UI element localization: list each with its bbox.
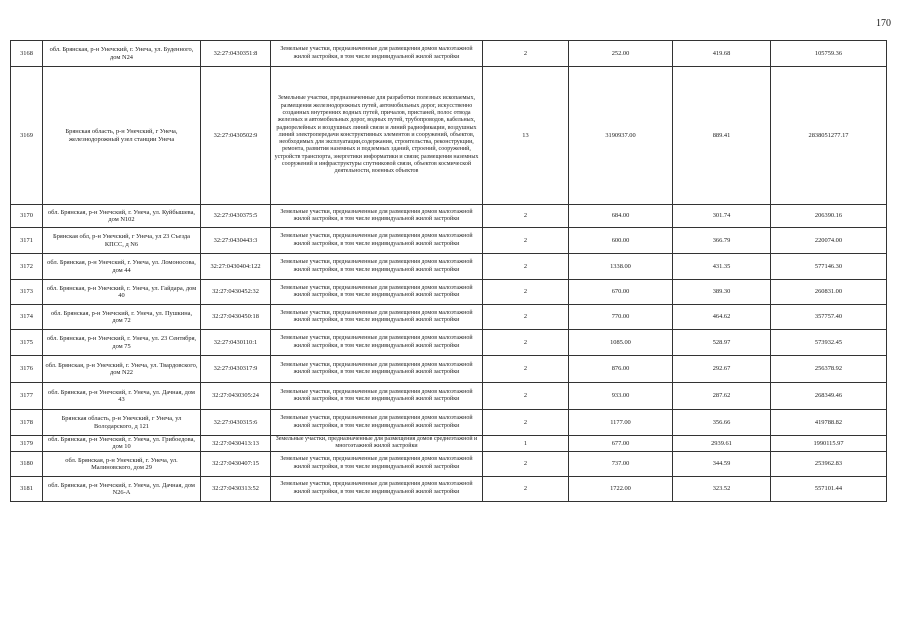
row-number: 3174 xyxy=(11,305,43,330)
table-row xyxy=(11,476,887,501)
cadastral-value-cell: 419788.82 xyxy=(771,410,887,436)
table-row xyxy=(11,356,887,383)
land-use-purpose-cell: Земельные участки, предназначенные для размещения домов малоэтажной жилой застройки, в том числе индивидуальной жилой застройки xyxy=(271,476,483,501)
specific-value-cell: 301.74 xyxy=(673,205,771,228)
cadastral-value-cell: 357757.40 xyxy=(771,305,887,330)
cadastral-number-cell: 32:27:0430317:9 xyxy=(201,356,271,383)
cadastral-number-cell: 32:27:0430443:3 xyxy=(201,228,271,254)
page-number: 170 xyxy=(876,18,891,29)
row-number: 3179 xyxy=(11,436,43,452)
cadastral-value-cell: 105759.36 xyxy=(771,41,887,67)
table-row xyxy=(11,410,887,436)
address-cell: обл. Брянская, р-н Унечский, г. Унеча, ул. Дачная, дом N26-А xyxy=(43,476,201,501)
row-number: 3177 xyxy=(11,383,43,410)
row-number: 3172 xyxy=(11,254,43,280)
specific-value-cell: 464.62 xyxy=(673,305,771,330)
cadastral-value-cell: 206390.16 xyxy=(771,205,887,228)
address-cell: обл. Брянская, р-н Унечский, г. Унеча, ул. Ломоносова, дом 44 xyxy=(43,254,201,280)
table-row xyxy=(11,280,887,305)
group-cell: 2 xyxy=(483,254,569,280)
row-number: 3169 xyxy=(11,67,43,205)
cadastral-value-cell: 2838051277.17 xyxy=(771,67,887,205)
table-row xyxy=(11,383,887,410)
cadastral-number-cell: 32:27:0430110:1 xyxy=(201,330,271,356)
land-use-purpose-cell: Земельные участки, предназначенные для размещения домов малоэтажной жилой застройки, в том числе индивидуальной жилой застройки xyxy=(271,280,483,305)
cadastral-value-cell: 557101.44 xyxy=(771,476,887,501)
cadastral-value-cell: 256378.92 xyxy=(771,356,887,383)
group-cell: 2 xyxy=(483,356,569,383)
area-cell: 770.00 xyxy=(569,305,673,330)
area-cell: 1722.00 xyxy=(569,476,673,501)
group-cell: 2 xyxy=(483,383,569,410)
address-cell: обл. Брянская, р-н Унечский, г. Унеча, ул. Куйбышева, дом N102 xyxy=(43,205,201,228)
row-number: 3180 xyxy=(11,451,43,476)
land-use-purpose-cell: Земельные участки, предназначенные для размещения домов малоэтажной жилой застройки, в том числе индивидуальной жилой застройки xyxy=(271,410,483,436)
area-cell: 1085.00 xyxy=(569,330,673,356)
cadastral-value-cell: 220074.00 xyxy=(771,228,887,254)
table-row xyxy=(11,436,887,452)
cadastral-number-cell: 32:27:0430375:5 xyxy=(201,205,271,228)
group-cell: 2 xyxy=(483,330,569,356)
cadastral-number-cell: 32:27:0430404:122 xyxy=(201,254,271,280)
area-cell: 3190937.00 xyxy=(569,67,673,205)
address-cell: обл. Брянская, р-н Унечский, г. Унеча, ул. Пушкина, дом 72 xyxy=(43,305,201,330)
table-row xyxy=(11,305,887,330)
land-use-purpose-cell: Земельные участки, предназначенные для размещения домов малоэтажной жилой застройки, в том числе индивидуальной жилой застройки xyxy=(271,305,483,330)
area-cell: 684.00 xyxy=(569,205,673,228)
cadastral-number-cell: 32:27:0430351:8 xyxy=(201,41,271,67)
area-cell: 1177.00 xyxy=(569,410,673,436)
land-use-purpose-cell: Земельные участки, предназначенные для размещения домов малоэтажной жилой застройки, в том числе индивидуальной жилой застройки xyxy=(271,205,483,228)
land-use-purpose-cell: Земельные участки, предназначенные для размещения домов малоэтажной жилой застройки, в том числе индивидуальной жилой застройки xyxy=(271,451,483,476)
address-cell: Брянская область, р-н Унечский, г Унеча, ул Володарского, д 121 xyxy=(43,410,201,436)
area-cell: 670.00 xyxy=(569,280,673,305)
specific-value-cell: 2939.61 xyxy=(673,436,771,452)
area-cell: 737.00 xyxy=(569,451,673,476)
area-cell: 933.00 xyxy=(569,383,673,410)
table-row xyxy=(11,67,887,205)
land-use-purpose-cell: Земельные участки, предназначенные для размещения домов малоэтажной жилой застройки, в том числе индивидуальной жилой застройки xyxy=(271,383,483,410)
group-cell: 2 xyxy=(483,410,569,436)
land-use-purpose-cell: Земельные участки, предназначенные для размещения домов малоэтажной жилой застройки, в том числе индивидуальной жилой застройки xyxy=(271,330,483,356)
land-use-purpose-cell: Земельные участки, предназначенные для размещения домов среднеэтажной и многоэтажной жилой застройки xyxy=(271,436,483,452)
specific-value-cell: 366.79 xyxy=(673,228,771,254)
group-cell: 2 xyxy=(483,476,569,501)
table-row xyxy=(11,451,887,476)
specific-value-cell: 419.68 xyxy=(673,41,771,67)
group-cell: 1 xyxy=(483,436,569,452)
cadastral-number-cell: 32:27:0430502:9 xyxy=(201,67,271,205)
address-cell: обл. Брянская, р-н Унечский, г. Унеча, ул. Твардовского, дом N22 xyxy=(43,356,201,383)
address-cell: обл. Брянская, р-н Унечский, г. Унеча, ул. Грибоедова, дом 10 xyxy=(43,436,201,452)
area-cell: 876.00 xyxy=(569,356,673,383)
address-cell: обл. Брянская, р-н Унечский, г. Унеча, ул. Гайдара, дом 40 xyxy=(43,280,201,305)
specific-value-cell: 889.41 xyxy=(673,67,771,205)
cadastral-number-cell: 32:27:0430315:6 xyxy=(201,410,271,436)
row-number: 3171 xyxy=(11,228,43,254)
table-row xyxy=(11,205,887,228)
group-cell: 2 xyxy=(483,280,569,305)
address-cell: обл. Брянская, р-н Унечский, г. Унеча, ул. 23 Сентября, дом 75 xyxy=(43,330,201,356)
row-number: 3173 xyxy=(11,280,43,305)
specific-value-cell: 356.66 xyxy=(673,410,771,436)
area-cell: 600.00 xyxy=(569,228,673,254)
group-cell: 2 xyxy=(483,41,569,67)
cadastral-value-cell: 577146.30 xyxy=(771,254,887,280)
specific-value-cell: 287.62 xyxy=(673,383,771,410)
cadastral-value-cell: 253962.83 xyxy=(771,451,887,476)
land-use-purpose-cell: Земельные участки, предназначенные для разработки полезных ископаемых, размещения железнодорожных путей, автомобильных дорог, искусственно созданных внутренних водных путей, причалов, пристаней, полос отвода железных и автомобильных дорог, водных путей, трубопроводов, кабельных, радиорелейных и воздушных линий связи и линий радиофикации, воздушных линий электропередачи конструктивных элементов и сооружений, объектов, необходимых для эксплуатации,содержания, строительства, реконструкции, ремонта, развития наземных и подземных зданий, строений, сооружений, устройств транспорта, энергетики информатики и связи; размещения наземных сооружений и инфраструктуры спутниковой связи, объектов космической деятельности, военных объектов xyxy=(271,67,483,205)
group-cell: 2 xyxy=(483,205,569,228)
table-row xyxy=(11,330,887,356)
cadastral-number-cell: 32:27:0430305:24 xyxy=(201,383,271,410)
specific-value-cell: 292.67 xyxy=(673,356,771,383)
address-cell: Брянская область, р-н Унечский, г Унеча, железнодорожный узел станции Унеча xyxy=(43,67,201,205)
land-use-purpose-cell: Земельные участки, предназначенные для размещения домов малоэтажной жилой застройки, в том числе индивидуальной жилой застройки xyxy=(271,254,483,280)
cadastral-number-cell: 32:27:0430452:32 xyxy=(201,280,271,305)
group-cell: 2 xyxy=(483,305,569,330)
specific-value-cell: 431.35 xyxy=(673,254,771,280)
cadastral-value-table xyxy=(10,40,887,502)
address-cell: обл. Брянская, р-н Унечский, г. Унеча, ул. Малиновского, дом 29 xyxy=(43,451,201,476)
row-number: 3178 xyxy=(11,410,43,436)
group-cell: 2 xyxy=(483,451,569,476)
area-cell: 677.00 xyxy=(569,436,673,452)
row-number: 3181 xyxy=(11,476,43,501)
table-row xyxy=(11,228,887,254)
area-cell: 252.00 xyxy=(569,41,673,67)
land-use-purpose-cell: Земельные участки, предназначенные для размещения домов малоэтажной жилой застройки, в том числе индивидуальной жилой застройки xyxy=(271,41,483,67)
cadastral-value-cell: 573932.45 xyxy=(771,330,887,356)
specific-value-cell: 344.59 xyxy=(673,451,771,476)
cadastral-number-cell: 32:27:0430450:18 xyxy=(201,305,271,330)
cadastral-value-cell: 260831.00 xyxy=(771,280,887,305)
address-cell: Брянская обл, р-н Унечский, г Унеча, ул 23 Съезда КПСС, д N6 xyxy=(43,228,201,254)
row-number: 3168 xyxy=(11,41,43,67)
row-number: 3175 xyxy=(11,330,43,356)
table-row xyxy=(11,254,887,280)
cadastral-number-cell: 32:27:0430313:52 xyxy=(201,476,271,501)
specific-value-cell: 528.97 xyxy=(673,330,771,356)
cadastral-number-cell: 32:27:0430407:15 xyxy=(201,451,271,476)
group-cell: 2 xyxy=(483,228,569,254)
land-use-purpose-cell: Земельные участки, предназначенные для размещения домов малоэтажной жилой застройки, в том числе индивидуальной жилой застройки xyxy=(271,228,483,254)
address-cell: обл. Брянская, р-н Унечский, г. Унеча, ул. Буденного, дом N24 xyxy=(43,41,201,67)
specific-value-cell: 389.30 xyxy=(673,280,771,305)
group-cell: 13 xyxy=(483,67,569,205)
row-number: 3170 xyxy=(11,205,43,228)
table-row xyxy=(11,41,887,67)
cadastral-number-cell: 32:27:0430413:13 xyxy=(201,436,271,452)
area-cell: 1338.00 xyxy=(569,254,673,280)
cadastral-value-cell: 268349.46 xyxy=(771,383,887,410)
land-use-purpose-cell: Земельные участки, предназначенные для размещения домов малоэтажной жилой застройки, в том числе индивидуальной жилой застройки xyxy=(271,356,483,383)
address-cell: обл. Брянская, р-н Унечский, г. Унеча, ул. Дачная, дом 43 xyxy=(43,383,201,410)
row-number: 3176 xyxy=(11,356,43,383)
cadastral-value-cell: 1990115.97 xyxy=(771,436,887,452)
specific-value-cell: 323.52 xyxy=(673,476,771,501)
